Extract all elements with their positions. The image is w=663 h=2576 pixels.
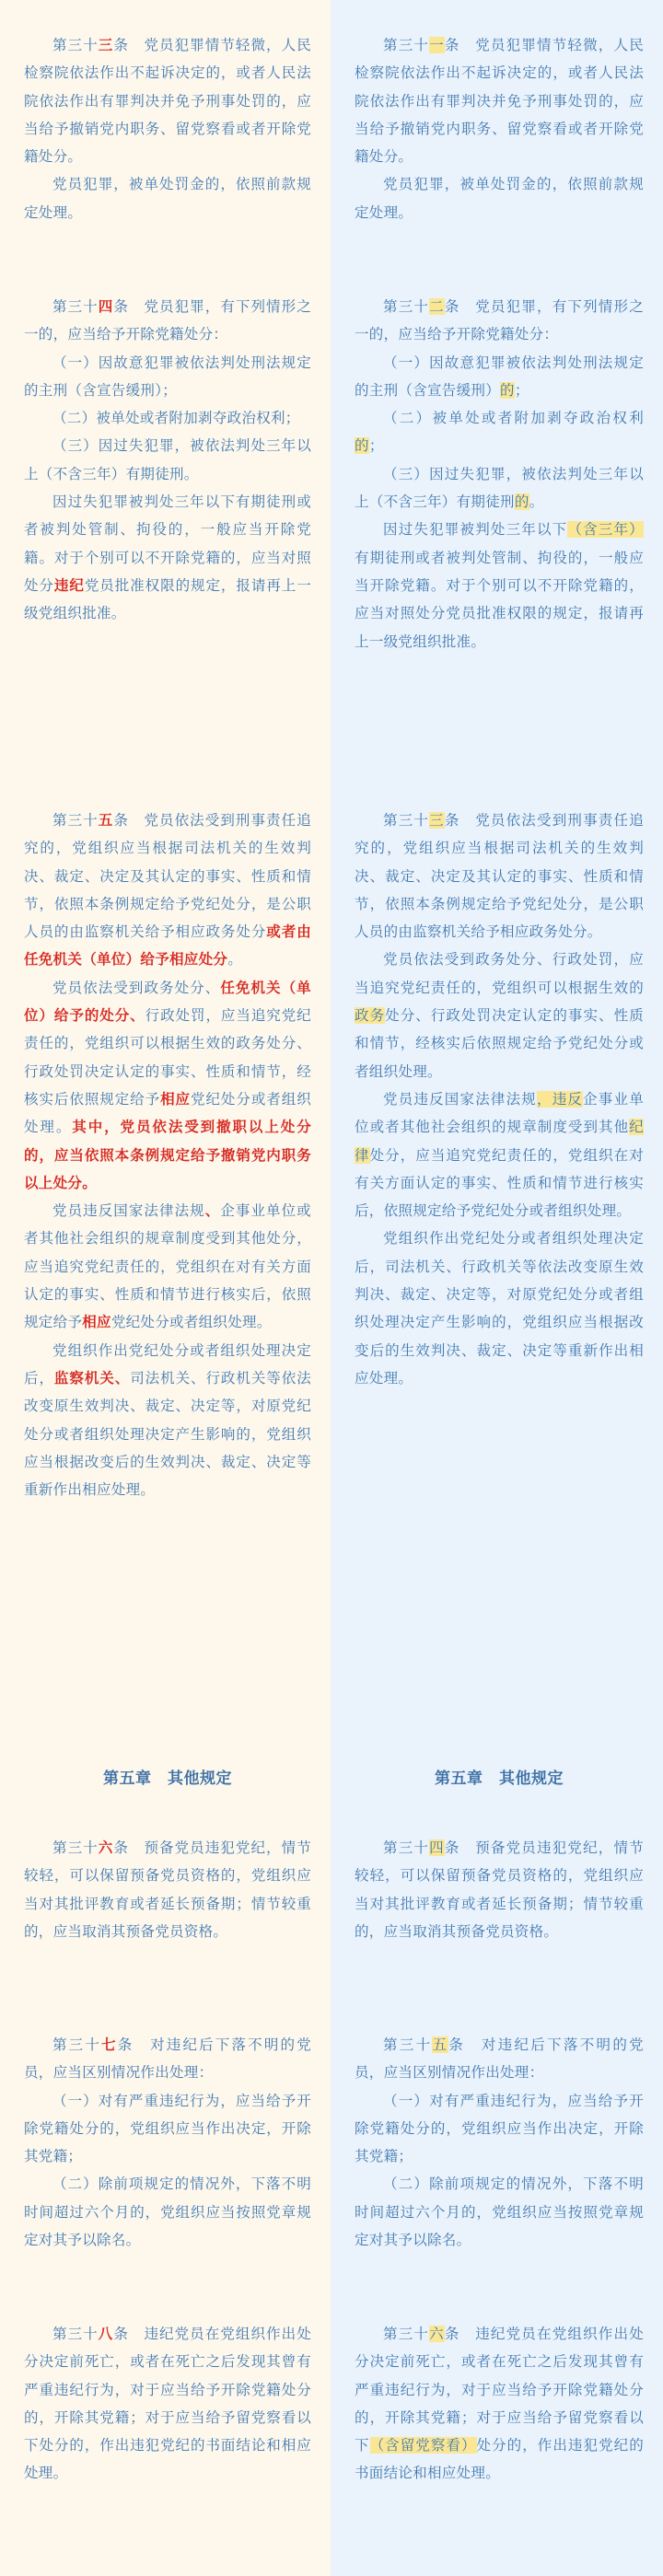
highlighted-text: 的 bbox=[355, 437, 369, 455]
added-text: 其中，党员依法受到撤职以上处分的，应当依照本条例规定给予撤销党内职务以上处分。 bbox=[24, 1119, 311, 1191]
chapter-heading: 第五章 其他规定 bbox=[103, 1770, 232, 1788]
highlighted-text: （含三年） bbox=[567, 521, 644, 539]
paragraph: 党员依法受到政务处分、行政处罚，应当追究党纪责任的，党组织可以根据生效的政务处分、行政处罚决定认定的事实、性质和情节，经核实后依照规定给予党纪处分或者组织处理。 bbox=[355, 951, 644, 1080]
highlighted-number: 三 bbox=[429, 812, 445, 829]
right-article-36 bbox=[355, 2320, 644, 2488]
paragraph: 党员犯罪，被单处罚金的，依照前款规定处理。 bbox=[355, 176, 644, 221]
paragraph: 第三十八条 违纪党员在党组织作出处分决定前死亡，或者在死亡之后发现其曾有严重违纪行为，对于应当给予开除党籍处分的，开除其党籍；对于应当给予留党察看以下处分的，作出违犯党纪的书面结论和相应处理。 bbox=[24, 2326, 311, 2482]
right-article-31 bbox=[355, 31, 644, 226]
changed-number: 七 bbox=[101, 2036, 118, 2053]
right-column-old-text bbox=[331, 0, 663, 2576]
left-article-34 bbox=[24, 293, 311, 628]
paragraph: （一）因故意犯罪被依法判处刑法规定的主刑（含宣告缓刑）； bbox=[24, 354, 311, 399]
paragraph: 党员违反国家法律法规，违反企事业单位或者其他社会组织的规章制度受到其他纪律处分，应当追究党纪责任的，党组织在对有关方面认定的事实、性质和情节进行核实后，依照规定给予党纪处分或者组织处理。 bbox=[355, 1090, 645, 1220]
changed-number: 六 bbox=[98, 1839, 114, 1856]
highlighted-text: ，违反 bbox=[537, 1090, 584, 1108]
paragraph: 党员依法受到政务处分、任免机关（单位）给予的处分、行政处罚，应当追究党纪责任的，党组织可以根据生效的政务处分、行政处罚决定认定的事实、性质和情节，经核实后依照规定给予相应党纪处分或者组织处理。其中，党员依法受到撤职以上处分的，应当依照本条例规定给予撤销党内职务以上处分。 bbox=[24, 979, 311, 1191]
highlighted-number: 一 bbox=[429, 37, 445, 53]
paragraph: （二）除前项规定的情况外，下落不明时间超过六个月的，党组织应当按照党章规定对其予以除名。 bbox=[355, 2176, 644, 2249]
left-article-36 bbox=[24, 1834, 311, 1945]
paragraph: 党员犯罪，被单处罚金的，依照前款规定处理。 bbox=[24, 176, 311, 221]
paragraph: 第三十二条 党员犯罪，有下列情形之一的，应当给予开除党籍处分： bbox=[355, 298, 644, 343]
paragraph: 第三十五条 党员依法受到刑事责任追究的，党组织应当根据司法机关的生效判决、裁定、决定及其认定的事实、性质和情节，依照本条例规定给予党纪处分，是公职人员的由监察机关给予相应政务处分或者由任免机关（单位）给予相应处分。 bbox=[24, 812, 311, 969]
paragraph: 第三十三条 党员依法受到刑事责任追究的，党组织应当根据司法机关的生效判决、裁定、决定及其认定的事实、性质和情节，依照本条例规定给予党纪处分，是公职人员的由监察机关给予相应政务处分。 bbox=[355, 812, 644, 941]
added-text: 监察机关、 bbox=[53, 1369, 131, 1387]
highlighted-text: （含留党察看） bbox=[369, 2437, 477, 2454]
highlighted-text: 的 bbox=[514, 493, 529, 511]
paragraph: 第三十四条 党员犯罪，有下列情形之一的，应当给予开除党籍处分： bbox=[24, 298, 311, 343]
paragraph: 第三十七条 对违纪后下落不明的党员，应当区别情况作出处理： bbox=[24, 2036, 311, 2082]
added-text: 任免机关（单位）给予的处分、 bbox=[24, 979, 311, 1025]
changed-number: 八 bbox=[98, 2326, 114, 2342]
paragraph: 党员违反国家法律法规、企事业单位或者其他社会组织的规章制度受到其他处分，应当追究党纪责任的，党组织在对有关方面认定的事实、性质和情节进行核实后，依照规定给予相应党纪处分或者组织处理。 bbox=[24, 1202, 311, 1331]
paragraph: 党组织作出党纪处分或者组织处理决定后，监察机关、司法机关、行政机关等依法改变原生效判决、裁定、决定等，对原党纪处分或者组织处理决定产生影响的，党组织应当根据改变后的生效判决、裁定、决定等重新作出相应处理。 bbox=[24, 1341, 311, 1499]
left-article-37 bbox=[24, 2031, 311, 2254]
chapter-heading: 第五章 其他规定 bbox=[435, 1770, 564, 1788]
left-article-35 bbox=[24, 806, 311, 1503]
added-text: 相应 bbox=[160, 1090, 192, 1108]
right-article-34 bbox=[355, 1834, 644, 1945]
highlighted-text: 的 bbox=[500, 381, 515, 399]
added-text: 或者由任免机关（单位）给予相应处分 bbox=[24, 923, 311, 969]
highlighted-number: 六 bbox=[429, 2326, 445, 2342]
paragraph: （一）因故意犯罪被依法判处刑法规定的主刑（含宣告缓刑）的； bbox=[355, 354, 644, 399]
added-text: 、 bbox=[204, 1202, 221, 1220]
paragraph: 第三十五条 对违纪后下落不明的党员，应当区别情况作出处理： bbox=[355, 2036, 644, 2082]
paragraph: （二）除前项规定的情况外，下落不明时间超过六个月的，党组织应当按照党章规定对其予以除名。 bbox=[24, 2176, 311, 2249]
paragraph: 第三十六条 预备党员违犯党纪，情节较轻，可以保留预备党员资格的，党组织应当对其批评教育或者延长预备期；情节较重的，应当取消其预备党员资格。 bbox=[24, 1839, 311, 1940]
added-text: 违纪 bbox=[53, 576, 85, 594]
paragraph: （三）因过失犯罪，被依法判处三年以上（不含三年）有期徒刑的。 bbox=[355, 465, 644, 511]
paragraph: 第三十一条 党员犯罪情节轻微，人民检察院依法作出不起诉决定的，或者人民法院依法作出有罪判决并免予刑事处罚的，应当给予撤销党内职务、留党察看或者开除党籍处分。 bbox=[355, 37, 644, 166]
highlighted-text: 纪律 bbox=[355, 1119, 644, 1164]
paragraph: （三）因过失犯罪，被依法判处三年以上（不含三年）有期徒刑。 bbox=[24, 437, 311, 482]
right-article-32 bbox=[355, 293, 644, 656]
paragraph: 因过失犯罪被判处三年以下有期徒刑或者被判处管制、拘役的，一般应当开除党籍。对于个别可以不开除党籍的，应当对照处分违纪党员批准权限的规定，报请再上一级党组织批准。 bbox=[24, 493, 311, 622]
highlighted-number: 四 bbox=[429, 1839, 445, 1856]
paragraph: 党组织作出党纪处分或者组织处理决定后，司法机关、行政机关等依法改变原生效判决、裁定、决定等，对原党纪处分或者组织处理决定产生影响的，党组织应当根据改变后的生效判决、裁定、决定等重新作出相应处理。 bbox=[355, 1230, 644, 1387]
paragraph: 第三十三条 党员犯罪情节轻微，人民检察院依法作出不起诉决定的，或者人民法院依法作出有罪判决并免予刑事处罚的，应当给予撤销党内职务、留党察看或者开除党籍处分。 bbox=[24, 37, 311, 166]
paragraph: 第三十四条 预备党员违犯党纪，情节较轻，可以保留预备党员资格的，党组织应当对其批评教育或者延长预备期；情节较重的，应当取消其预备党员资格。 bbox=[355, 1839, 644, 1940]
left-article-33 bbox=[24, 31, 311, 226]
changed-number: 四 bbox=[98, 298, 114, 315]
paragraph: （一）对有严重违纪行为，应当给予开除党籍处分的，党组织应当作出决定，开除其党籍； bbox=[24, 2092, 311, 2165]
highlighted-number: 五 bbox=[432, 2036, 449, 2053]
right-article-33 bbox=[355, 806, 644, 1392]
highlighted-text: 政务 bbox=[355, 1007, 386, 1025]
paragraph: 因过失犯罪被判处三年以下（含三年）有期徒刑或者被判处管制、拘役的，一般应当开除党籍。对于个别可以不开除党籍的，应当对照处分党员批准权限的规定，报请再上一级党组织批准。 bbox=[355, 521, 644, 650]
paragraph: （二）被单处或者附加剥夺政治权利； bbox=[52, 410, 300, 427]
right-article-35 bbox=[355, 2031, 644, 2254]
paragraph: （二）被单处或者附加剥夺政治权利的； bbox=[355, 410, 644, 455]
changed-number: 三 bbox=[98, 37, 114, 53]
paragraph: （一）对有严重违纪行为，应当给予开除党籍处分的，党组织应当作出决定，开除其党籍； bbox=[355, 2092, 644, 2165]
changed-number: 五 bbox=[98, 812, 114, 829]
highlighted-number: 二 bbox=[429, 298, 445, 315]
added-text: 相应 bbox=[82, 1314, 111, 1331]
left-column-new-text bbox=[0, 0, 331, 2576]
left-article-38 bbox=[24, 2320, 311, 2488]
paragraph: 第三十六条 违纪党员在党组织作出处分决定前死亡，或者在死亡之后发现其曾有严重违纪行为，对于应当给予开除党籍处分的，开除其党籍；对于应当给予留党察看以下（含留党察看）处分的，作出违犯党纪的书面结论和相应处理。 bbox=[355, 2326, 644, 2482]
